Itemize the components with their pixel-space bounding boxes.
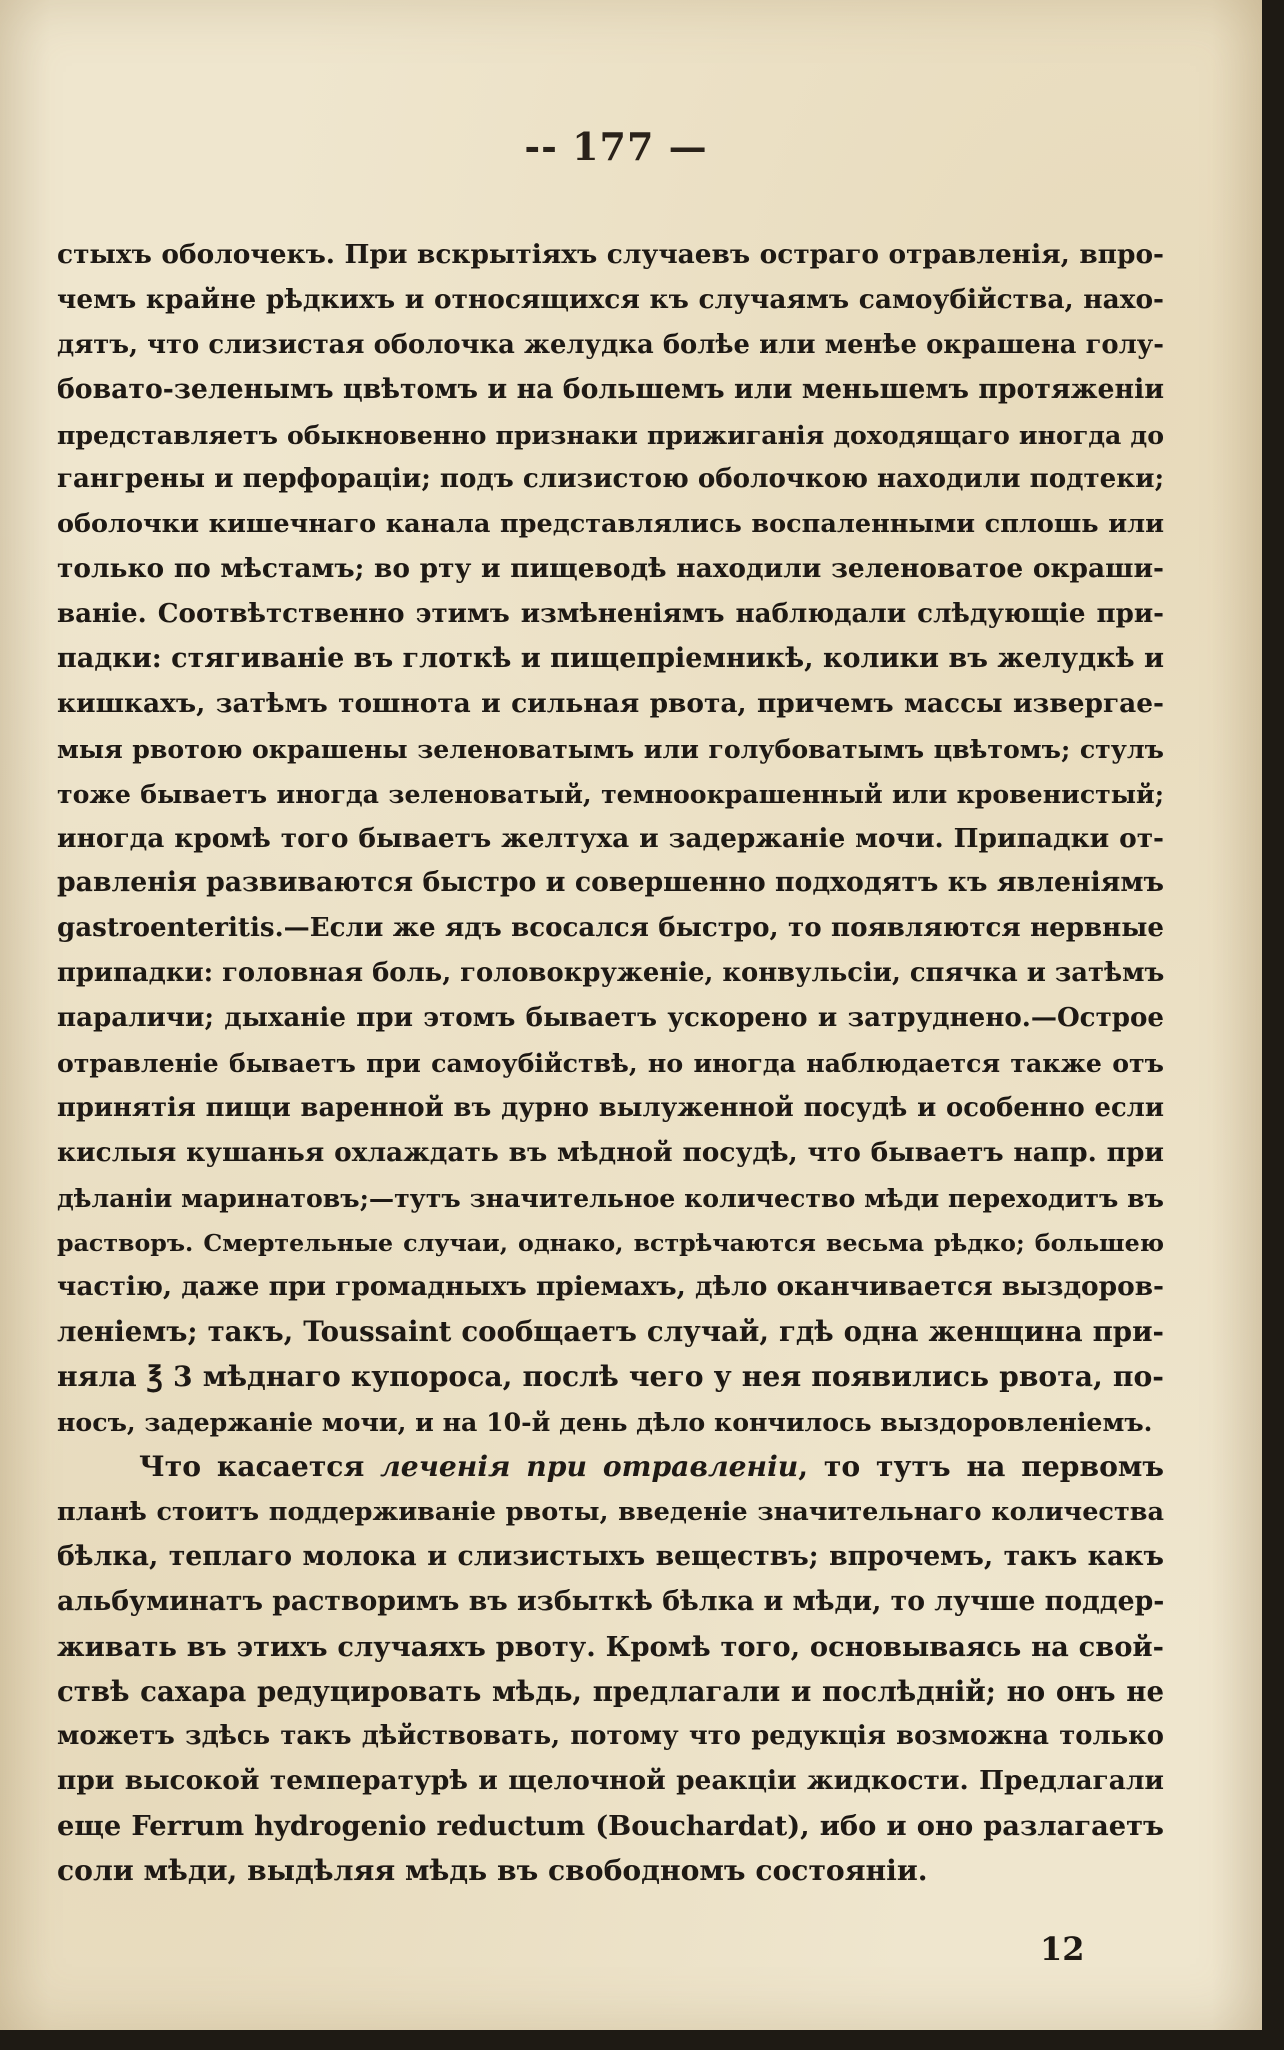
text-line: падки: стягиваніе въ глоткѣ и пищепріемникѣ, колики въ желудкѣ и xyxy=(57,643,1164,675)
text-line: чемъ крайне рѣдкихъ и относящихся къ случаямъ самоубійства, нахо- xyxy=(57,283,1164,315)
text-run: , то тутъ на первомъ xyxy=(798,1450,1164,1484)
text-line: припадки: головная боль, головокруженіе, конвульсіи, спячка и затѣмъ xyxy=(57,958,1164,989)
text-line: равленія развиваются быстро и совершенно подходятъ къ явленіямъ xyxy=(57,867,1164,899)
text-line: тоже бываетъ иногда зеленоватый, темноокрашенный или кровенистый; xyxy=(57,778,1164,809)
text-line: ствѣ сахара редуцировать мѣдь, предлагали и послѣдній; но онъ не xyxy=(57,1674,1164,1708)
text-run: Что касается xyxy=(139,1450,381,1484)
page-number: -- 177 — xyxy=(524,124,708,169)
italic-phrase: леченія при отравленіи xyxy=(380,1450,799,1484)
text-line: бѣлка, теплаго молока и слизистыхъ веществъ; впрочемъ, такъ какъ xyxy=(57,1540,1164,1572)
text-line: стыхъ оболочекъ. При вскрытіяхъ случаевъ остраго отравленія, впро- xyxy=(57,239,1164,270)
text-line: растворъ. Смертельные случаи, однако, встрѣчаются весьма рѣдко; большею xyxy=(57,1228,1164,1257)
text-line xyxy=(57,1445,1164,1490)
text-line: леніемъ; такъ, Toussaint сообщаетъ случай, гдѣ одна женщина при- xyxy=(57,1315,1164,1349)
signature-mark: 12 xyxy=(1040,1930,1085,1968)
paragraph-2 xyxy=(57,1445,1164,1894)
text-line: оболочки кишечнаго канала представлялись воспаленными сплошь или xyxy=(57,509,1164,540)
text-line: отравленіе бываетъ при самоубійствѣ, но иногда наблюдается также отъ xyxy=(57,1048,1164,1079)
text-line: только по мѣстамъ; во рту и пищеводѣ находили зеленоватое окраши- xyxy=(57,553,1164,585)
text-line: ваніе. Соотвѣтственно этимъ измѣненіямъ наблюдали слѣдующіе при- xyxy=(57,598,1164,630)
text-line: дѣланіи маринатовъ;—тутъ значительное количество мѣди переходитъ въ xyxy=(57,1182,1164,1213)
text-line: можетъ здѣсь такъ дѣйствовать, потому что редукція возможна только xyxy=(57,1721,1164,1752)
text-line: еще Ferrum hydrogenio reductum (Bouchardat), ибо и оно разлагаетъ xyxy=(57,1810,1164,1843)
text-line: представляетъ обыкновенно признаки прижиганія доходящаго иногда до xyxy=(57,419,1164,450)
text-line: живать въ этихъ случаяхъ рвоту. Кромѣ того, основываясь на свой- xyxy=(57,1630,1164,1663)
text-line: кислыя кушанья охлаждать въ мѣдной посудѣ, что бываетъ напр. при xyxy=(57,1136,1164,1168)
text-line: альбуминатъ растворимъ въ избыткѣ бѣлка и мѣди, то лучше поддер- xyxy=(57,1585,1164,1617)
page-body xyxy=(57,233,1164,1894)
text-line: планѣ стоитъ поддерживаніе рвоты, введеніе значительнаго количества xyxy=(57,1496,1164,1527)
text-line: иногда кромѣ того бываетъ желтуха и задержаніе мочи. Припадки от- xyxy=(57,822,1164,854)
text-line: параличи; дыханіе при этомъ бываетъ ускорено и затруднено.—Острое xyxy=(57,1002,1164,1034)
text-line: няла ℥ 3 мѣднаго купороса, послѣ чего у нея появились рвота, по- xyxy=(57,1360,1164,1394)
text-line: принятія пищи варенной въ дурно вылуженной посудѣ и особенно если xyxy=(57,1092,1164,1123)
text-line: бовато-зеленымъ цвѣтомъ и на большемъ или меньшемъ протяженіи xyxy=(57,373,1164,405)
paragraph-1 xyxy=(57,233,1164,1445)
text-line: носъ, задержаніе мочи, и на 10-й день дѣло кончилось выздоровленіемъ. xyxy=(57,1407,1153,1438)
text-line: мыя рвотою окрашены зеленоватымъ или голубоватымъ цвѣтомъ; стулъ xyxy=(57,733,1164,764)
text-line: дятъ, что слизистая оболочка желудка болѣе или менѣе окрашена голу- xyxy=(57,329,1164,360)
text-line: гангрены и перфораціи; подъ слизистою оболочкою находили подтеки; xyxy=(57,463,1164,495)
text-line: кишкахъ, затѣмъ тошнота и сильная рвота, причемъ массы извергае- xyxy=(57,687,1164,719)
text-line: частію, даже при громадныхъ пріемахъ, дѣло оканчивается выздоров- xyxy=(57,1271,1164,1303)
text-line: соли мѣди, выдѣляя мѣдь въ свободномъ состояніи. xyxy=(57,1854,928,1888)
text-line: при высокой температурѣ и щелочной реакціи жидкости. Предлагали xyxy=(57,1765,1164,1797)
text-line: gastroenteritis.—Если же ядъ всосался быстро, то появляются нервные xyxy=(57,912,1164,944)
